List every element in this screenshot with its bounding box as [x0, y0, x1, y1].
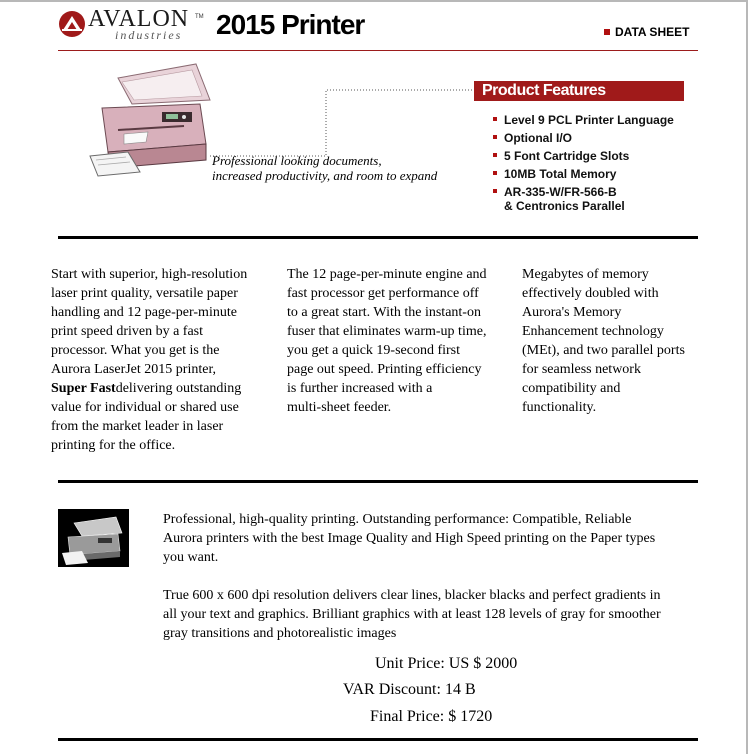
column-line: page out speed. Printing efficiency	[287, 362, 482, 377]
bullet-icon	[493, 153, 497, 157]
paragraph-line: you want.	[163, 550, 219, 565]
column-line: Aurora LaserJet 2015 printer,	[51, 362, 217, 377]
column-line: for seamless network	[522, 362, 641, 377]
column-line: The 12 page-per-minute engine and	[287, 267, 487, 282]
feature-text: AR-335-W/FR-566-B	[504, 185, 617, 199]
column-line: handling and 12 page-per-minute	[51, 305, 237, 320]
column-line: compatibility and	[522, 381, 621, 396]
column-3	[522, 265, 685, 417]
brand-trademark: TM	[195, 14, 204, 20]
column-line: is further increased with a	[287, 381, 433, 396]
brand-name: AVALON	[88, 6, 190, 32]
var-discount: VAR Discount: 14 B	[343, 681, 476, 698]
header-divider	[58, 50, 698, 51]
column-line: fast processor get performance off	[287, 286, 479, 301]
unit-price: Unit Price: US $ 2000	[375, 655, 518, 672]
column-line	[51, 379, 247, 398]
paragraph-line: gray transitions and photorealistic images	[163, 626, 397, 641]
datasheet-label: DATA SHEET	[615, 25, 690, 39]
intro-paragraph	[163, 510, 655, 567]
printer-thumbnail-icon	[58, 509, 129, 567]
paragraph-line: Professional, high-quality printing. Outstanding performance: Compatible, Reliable	[163, 512, 632, 527]
column-line: processor. What you get is the	[51, 343, 220, 358]
avalon-logo-icon	[58, 10, 86, 38]
section-divider	[58, 236, 698, 239]
section-divider	[58, 480, 698, 483]
column-line: effectively doubled with	[522, 286, 659, 301]
column-line: Aurora's Memory	[522, 305, 622, 320]
column-line: to a great start. With the instant-on	[287, 305, 481, 320]
column-line: printing for the office.	[51, 438, 176, 453]
page-title: 2015 Printer	[216, 9, 365, 40]
column-line: Start with superior, high-resolution	[51, 267, 248, 282]
column-line: print speed driven by a fast	[51, 324, 204, 339]
features-list	[493, 113, 674, 217]
column-line: value for individual or shared use	[51, 400, 239, 415]
feature-text: 10MB Total Memory	[504, 167, 617, 181]
feature-item	[493, 167, 674, 181]
final-price: Final Price: $ 1720	[370, 708, 493, 725]
paragraph-line: Aurora printers with the best Image Quality and High Speed printing on the Paper types	[163, 531, 656, 546]
tagline-line: Professional looking documents,	[212, 153, 382, 168]
column-2	[287, 265, 487, 417]
tagline-line: increased productivity, and room to expand	[212, 168, 438, 183]
feature-item	[493, 185, 674, 213]
brand-subtitle: industries	[115, 28, 183, 42]
column-line: Enhancement technology	[522, 324, 664, 339]
feature-text: & Centronics Parallel	[504, 199, 625, 213]
hero-tagline	[212, 153, 437, 183]
feature-item	[493, 131, 674, 145]
column-line: you get a quick 19-second first	[287, 343, 461, 358]
feature-item	[493, 113, 674, 127]
features-heading: Product Features	[474, 81, 684, 101]
callout-connector	[210, 86, 480, 160]
column-text: delivering outstanding	[115, 381, 242, 396]
feature-text: Optional I/O	[504, 131, 572, 145]
printer-illustration-icon	[88, 60, 218, 180]
feature-text: Level 9 PCL Printer Language	[504, 113, 674, 127]
column-line: Megabytes of memory	[522, 267, 649, 282]
column-line: laser print quality, versatile paper	[51, 286, 238, 301]
page-frame-top	[0, 0, 748, 2]
paragraph-line: all your text and graphics. Brilliant graphics with at least 128 levels of gray for smoother	[163, 607, 661, 622]
bold-phrase: Super Fast	[51, 381, 116, 396]
feature-item	[493, 149, 674, 163]
column-line: functionality.	[522, 400, 597, 415]
bullet-icon	[493, 171, 497, 175]
column-1	[51, 265, 247, 455]
bullet-icon	[493, 135, 497, 139]
column-line: from the market leader in laser	[51, 419, 224, 434]
resolution-paragraph	[163, 586, 661, 643]
bullet-icon	[493, 189, 497, 193]
datasheet-bullet-icon	[604, 29, 610, 35]
column-line: (MEt), and two parallel ports	[522, 343, 685, 358]
column-line: multi-sheet feeder.	[287, 400, 392, 415]
column-line: fuser that eliminates warm-up time,	[287, 324, 487, 339]
bullet-icon	[493, 117, 497, 121]
feature-text: 5 Font Cartridge Slots	[504, 149, 630, 163]
paragraph-line: True 600 x 600 dpi resolution delivers clear lines, blacker blacks and perfect gradients in	[163, 588, 661, 603]
section-divider	[58, 738, 698, 741]
